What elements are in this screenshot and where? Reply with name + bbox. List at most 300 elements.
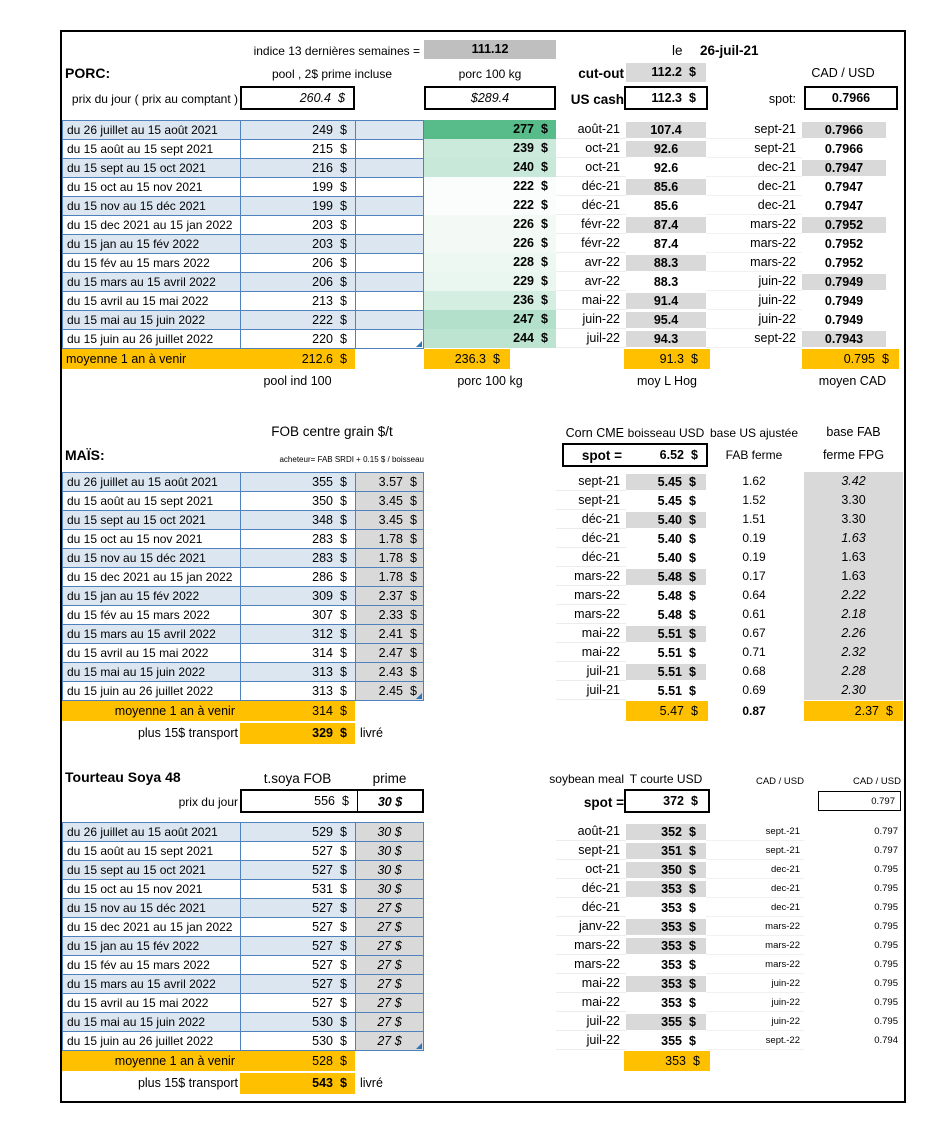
base-us-cell: 0.19: [742, 531, 766, 545]
fx-contract-month: sept-21: [706, 120, 802, 139]
empty-cell: [355, 120, 424, 139]
meal-contract-month: oct-21: [556, 860, 626, 879]
fob-price-cell: 348 $: [240, 510, 355, 529]
empty-cell: [355, 329, 424, 348]
pool-price-cell: 215 $: [240, 139, 355, 158]
base-us-cell: 0.17: [742, 569, 766, 583]
meal-spot-label: spot =: [583, 795, 624, 810]
porc100-price-cell: 222 $: [424, 177, 556, 196]
soya-cadusd-label-2: CAD / USD: [852, 776, 901, 787]
bushel-price-cell: 3.45 $: [355, 491, 424, 510]
period-label: du 15 dec 2021 au 15 jan 2022: [62, 917, 240, 936]
meal-price-cell: 353 $: [626, 938, 706, 954]
corn-contract-month: juil-21: [556, 681, 626, 700]
soya-table-row: [62, 822, 903, 841]
period-label: du 15 jan au 15 fév 2022: [62, 234, 240, 253]
meal-price-cell: 355 $: [661, 1033, 696, 1048]
leanhog-price-cell: 92.6: [653, 160, 679, 175]
porc-table-row: [62, 177, 903, 196]
porc-100kg-label: porc 100 kg: [457, 374, 523, 388]
leanhog-contract-month: avr-22: [556, 253, 626, 272]
bushel-price-cell: 2.41 $: [355, 624, 424, 643]
fx-contract-month: sept.-22: [706, 1031, 804, 1050]
porc-table-row: [62, 234, 903, 253]
porc-table-row: [62, 196, 903, 215]
fx-rate-cell: 0.7949: [802, 274, 886, 290]
fx-rate-cell: 0.7947: [802, 160, 886, 176]
soya-fob-price-cell: 527 $: [240, 898, 355, 917]
fx-contract-month: juin-22: [706, 272, 802, 291]
leanhog-contract-month: juin-22: [556, 310, 626, 329]
mais-moyenne-fob: 314 $: [312, 704, 347, 718]
base-us-cell: 0.68: [742, 664, 766, 678]
base-us-cell: 0.61: [742, 607, 766, 621]
base-fab-label: base FAB: [826, 425, 881, 439]
meal-contract-month: août-21: [556, 822, 626, 841]
period-label: du 26 juillet au 15 août 2021: [62, 472, 240, 491]
leanhog-price-cell: 92.6: [626, 141, 706, 157]
soya-fob-price-cell: 529 $: [240, 822, 355, 841]
porc100-price-cell: 222 $: [424, 196, 556, 215]
bushel-price-cell: 1.78 $: [355, 567, 424, 586]
mais-transport-value: 329 $: [240, 723, 355, 744]
fx-rate-cell: 0.795: [874, 1016, 898, 1027]
period-label: du 15 juin au 26 juillet 2022: [62, 1031, 240, 1050]
fx-contract-month: mars-22: [706, 936, 804, 955]
meal-contract-month: mars-22: [556, 936, 626, 955]
leanhog-price-cell: 107.4: [626, 122, 706, 138]
period-label: du 15 fév au 15 mars 2022: [62, 605, 240, 624]
porc100-price-cell: 226 $: [424, 234, 556, 253]
corn-contract-month: mars-22: [556, 586, 626, 605]
fx-contract-month: mars-22: [706, 955, 804, 974]
base-fab-cell: 2.30: [804, 681, 903, 700]
mais-moyenne-row: [62, 701, 903, 721]
prime-cell: 30 $: [355, 879, 424, 898]
porc100-price-cell: 229 $: [424, 272, 556, 291]
boisseau-usd-label: boisseau USD: [627, 426, 705, 440]
empty-cell: [355, 291, 424, 310]
base-fab-cell: 2.32: [804, 643, 903, 662]
fob-price-cell: 350 $: [240, 491, 355, 510]
fob-price-cell: 314 $: [240, 643, 355, 662]
empty-cell: [355, 196, 424, 215]
porc-cadusd-header: CAD / USD: [811, 66, 875, 80]
porc-table-row: [62, 139, 903, 158]
mais-table-row: [62, 567, 903, 586]
base-fab-cell: 1.63: [804, 567, 903, 586]
period-label: du 15 mars au 15 avril 2022: [62, 272, 240, 291]
leanhog-price-cell: 87.4: [626, 217, 706, 233]
soya-fob-price-cell: 530 $: [240, 1031, 355, 1050]
corn-spot-input[interactable]: spot = 6.52 $: [562, 443, 708, 467]
acheteur-note: acheteur= FAB SRDI + 0.15 $ / boisseau: [279, 455, 424, 464]
leanhog-price-cell: 85.6: [626, 179, 706, 195]
period-label: du 15 mars au 15 avril 2022: [62, 974, 240, 993]
soya-fob-price-cell: 530 $: [240, 1012, 355, 1031]
leanhog-price-cell: 88.3: [653, 274, 679, 289]
meal-contract-month: déc-21: [556, 879, 626, 898]
base-us-cell: 1.52: [742, 493, 766, 507]
porc-footer-labels: [62, 372, 903, 391]
fob-centre-grain-header: FOB centre grain $/t: [271, 424, 393, 439]
soya-fob-price-cell: 527 $: [240, 917, 355, 936]
meal-price-cell: 353 $: [661, 900, 696, 915]
prime-cell: 27 $: [355, 1031, 424, 1050]
leanhog-contract-month: déc-21: [556, 177, 626, 196]
soya-spot-inputs: [240, 789, 424, 813]
soya-moyenne-row: [62, 1051, 903, 1071]
leanhog-contract-month: août-21: [556, 120, 626, 139]
fx-contract-month: dec-21: [706, 879, 804, 898]
soya-fob-price-cell: 527 $: [240, 841, 355, 860]
porc-pool-spot-input[interactable]: 260.4 $: [240, 86, 355, 110]
meal-price-cell: 351 $: [626, 843, 706, 859]
fx-rate-cell: 0.795: [874, 940, 898, 951]
corn-cme-price-cell: 5.48 $: [657, 588, 696, 603]
soya-moyenne-fob: 528 $: [312, 1054, 347, 1068]
soya-table-row: [62, 917, 903, 936]
soya-fob-spot-input[interactable]: 556 $: [314, 793, 349, 808]
soya-transport-value: 543 $: [240, 1073, 355, 1094]
empty-cell: [355, 177, 424, 196]
bushel-price-cell: 2.43 $: [355, 662, 424, 681]
fob-price-cell: 283 $: [240, 548, 355, 567]
corn-contract-month: déc-21: [556, 529, 626, 548]
meal-price-cell: 350 $: [626, 862, 706, 878]
bushel-price-cell: 3.57 $: [355, 472, 424, 491]
bushel-price-cell: 2.45 $: [355, 681, 424, 700]
period-label: du 26 juillet au 15 août 2021: [62, 822, 240, 841]
mais-transport-label: plus 15$ transport: [137, 726, 238, 740]
mais-moyenne-label: moyenne 1 an à venir: [114, 704, 235, 718]
corn-contract-month: juil-21: [556, 662, 626, 681]
porc100-price-cell: 244 $: [424, 329, 556, 348]
moyen-cad-label: moyen CAD: [818, 374, 887, 388]
tsoya-fob-header: t.soya FOB: [263, 771, 332, 786]
period-label: du 15 sept au 15 oct 2021: [62, 860, 240, 879]
base-us-cell: 0.19: [742, 550, 766, 564]
period-label: du 15 oct au 15 nov 2021: [62, 529, 240, 548]
period-label: du 15 jan au 15 fév 2022: [62, 936, 240, 955]
corn-contract-month: sept-21: [556, 472, 626, 491]
empty-cell: [355, 158, 424, 177]
period-label: du 15 dec 2021 au 15 jan 2022: [62, 215, 240, 234]
fob-price-cell: 307 $: [240, 605, 355, 624]
fx-rate-cell: 0.795: [874, 978, 898, 989]
leanhog-contract-month: févr-22: [556, 215, 626, 234]
leanhog-contract-month: oct-21: [556, 158, 626, 177]
porc100-price-cell: 226 $: [424, 215, 556, 234]
base-fab-cell: 2.18: [804, 605, 903, 624]
mais-title: MAÏS:: [65, 447, 105, 463]
base-fab-cell: 3.30: [804, 491, 903, 510]
fx-rate-cell: 0.7947: [824, 198, 864, 213]
meal-price-cell: 355 $: [626, 1014, 706, 1030]
fx-rate-cell: 0.7952: [824, 236, 864, 251]
mais-table-row: [62, 491, 903, 510]
prime-cell: 27 $: [355, 898, 424, 917]
porc-moyenne-fx: 0.795 $: [802, 349, 899, 369]
prime-cell: 27 $: [355, 1012, 424, 1031]
fx-contract-month: mars-22: [706, 215, 802, 234]
fob-price-cell: 355 $: [240, 472, 355, 491]
t-courte-usd-label: T courte USD: [629, 772, 703, 786]
fx-contract-month: dec-21: [706, 860, 804, 879]
cutout-label: cut-out: [578, 66, 624, 81]
fx-rate-cell: 0.7943: [802, 331, 886, 347]
fob-price-cell: 283 $: [240, 529, 355, 548]
fab-ferme-label: FAB ferme: [725, 448, 783, 462]
soya-moyenne-meal: 353 $: [624, 1051, 710, 1071]
mais-table-row: [62, 510, 903, 529]
period-label: du 15 nov au 15 déc 2021: [62, 196, 240, 215]
porc-moyenne-lhog: 91.3 $: [624, 349, 710, 369]
fx-contract-month: dec-21: [706, 158, 802, 177]
period-label: du 15 mars au 15 avril 2022: [62, 624, 240, 643]
moy-lhog-label: moy L Hog: [637, 374, 697, 388]
base-fab-cell: 3.42: [804, 472, 903, 491]
soya-fob-price-cell: 527 $: [240, 860, 355, 879]
soya-transport-label: plus 15$ transport: [137, 1076, 238, 1090]
period-label: du 15 fév au 15 mars 2022: [62, 955, 240, 974]
meal-price-cell: 352 $: [626, 824, 706, 840]
fx-contract-month: sept-21: [706, 139, 802, 158]
mais-table-row: [62, 681, 903, 700]
porc-100kg-spot-input[interactable]: $289.4: [424, 86, 556, 110]
base-us-cell: 1.51: [742, 512, 766, 526]
porc100-price-cell: 236 $: [424, 291, 556, 310]
period-label: du 15 mai au 15 juin 2022: [62, 1012, 240, 1031]
soya-table-row: [62, 841, 903, 860]
fx-rate-cell: 0.795: [874, 921, 898, 932]
period-label: du 26 juillet au 15 août 2021: [62, 120, 240, 139]
fx-rate-cell: 0.795: [874, 959, 898, 970]
leanhog-price-cell: 95.4: [626, 312, 706, 328]
fx-contract-month: sept.-21: [706, 822, 804, 841]
mais-table-row: [62, 472, 903, 491]
prime-cell: 30 $: [355, 822, 424, 841]
soya-table-row: [62, 974, 903, 993]
mais-table-row: [62, 662, 903, 681]
period-label: du 15 mai au 15 juin 2022: [62, 310, 240, 329]
porc100-price-cell: 240 $: [424, 158, 556, 177]
pool-price-cell: 199 $: [240, 177, 355, 196]
porc100-price-cell: 239 $: [424, 139, 556, 158]
soya-table-row: [62, 955, 903, 974]
soya-table-row: [62, 1031, 903, 1050]
fx-contract-month: mars-22: [706, 917, 804, 936]
soya-fob-price-cell: 527 $: [240, 993, 355, 1012]
period-label: du 15 sept au 15 oct 2021: [62, 510, 240, 529]
fx-rate-cell: 0.794: [874, 1035, 898, 1046]
empty-cell: [355, 310, 424, 329]
porc-table-row: [62, 272, 903, 291]
mais-table-row: [62, 624, 903, 643]
empty-cell: [355, 253, 424, 272]
cutout-value: 112.2 $: [626, 63, 706, 82]
meal-price-cell: 353 $: [626, 976, 706, 992]
mais-forward-table: [62, 472, 903, 700]
corn-cme-price-cell: 5.48 $: [657, 607, 696, 622]
corn-cme-price-cell: 5.40 $: [626, 512, 706, 528]
empty-cell: [355, 139, 424, 158]
porc-moyenne-label: moyenne 1 an à venir: [66, 352, 187, 366]
fx-contract-month: juin-22: [706, 310, 802, 329]
fx-rate-cell: 0.7949: [824, 312, 864, 327]
uscash-label: US cash: [570, 92, 624, 107]
fob-price-cell: 313 $: [240, 681, 355, 700]
meal-contract-month: mai-22: [556, 974, 626, 993]
commodity-price-sheet: [60, 30, 906, 1103]
soya-prime-spot-input[interactable]: 30 $: [357, 791, 422, 811]
meal-contract-month: juil-22: [556, 1031, 626, 1050]
pool-price-cell: 222 $: [240, 310, 355, 329]
livre-label: livré: [360, 726, 383, 740]
fx-contract-month: juin-22: [706, 1012, 804, 1031]
soya-transport-row: [62, 1073, 903, 1094]
corn-cme-price-cell: 5.40 $: [657, 550, 696, 565]
fx-contract-month: sept.-21: [706, 841, 804, 860]
mais-table-row: [62, 548, 903, 567]
meal-contract-month: sept-21: [556, 841, 626, 860]
mais-table-row: [62, 643, 903, 662]
bushel-price-cell: 1.78 $: [355, 529, 424, 548]
meal-price-cell: 353 $: [661, 995, 696, 1010]
fx-contract-month: dec-21: [706, 898, 804, 917]
prime-cell: 27 $: [355, 974, 424, 993]
base-fab-cell: 1.63: [804, 548, 903, 567]
corn-cme-price-cell: 5.45 $: [626, 474, 706, 490]
soya-forward-table: [62, 822, 903, 1050]
period-label: du 15 août au 15 sept 2021: [62, 491, 240, 510]
soya-cadusd-label-1: CAD / USD: [755, 776, 804, 787]
prime-header: prime: [372, 771, 407, 786]
fx-contract-month: dec-21: [706, 196, 802, 215]
porc-table-row: [62, 215, 903, 234]
period-label: du 15 fév au 15 mars 2022: [62, 253, 240, 272]
period-label: du 15 juin au 26 juillet 2022: [62, 329, 240, 348]
base-us-cell: 0.69: [742, 683, 766, 697]
fob-price-cell: 312 $: [240, 624, 355, 643]
pool-price-cell: 216 $: [240, 158, 355, 177]
leanhog-contract-month: févr-22: [556, 234, 626, 253]
fx-rate-cell: 0.797: [874, 826, 898, 837]
corn-contract-month: mars-22: [556, 605, 626, 624]
corn-cme-label: Corn CME: [565, 426, 624, 440]
meal-price-cell: 353 $: [626, 919, 706, 935]
fx-rate-cell: 0.795: [874, 864, 898, 875]
livre-label: livré: [360, 1076, 383, 1090]
soya-fob-price-cell: 527 $: [240, 955, 355, 974]
porc-table-row: [62, 120, 903, 139]
period-label: du 15 nov au 15 déc 2021: [62, 898, 240, 917]
fx-rate-cell: 0.7952: [802, 217, 886, 233]
meal-contract-month: mars-22: [556, 955, 626, 974]
base-us-cell: 0.64: [742, 588, 766, 602]
meal-contract-month: déc-21: [556, 898, 626, 917]
corn-cme-price-cell: 5.45 $: [657, 493, 696, 508]
pool-ind-label: pool ind 100: [263, 374, 332, 388]
fx-spot-input[interactable]: 0.7966: [804, 86, 898, 110]
meal-spot-input[interactable]: 372 $: [624, 789, 710, 813]
fx-contract-month: mars-22: [706, 234, 802, 253]
corn-cme-price-cell: 5.51 $: [657, 645, 696, 660]
soya-title: Tourteau Soya 48: [65, 769, 181, 785]
fx-rate-cell: 0.795: [874, 902, 898, 913]
empty-cell: [355, 234, 424, 253]
corn-cme-price-cell: 5.51 $: [626, 664, 706, 680]
pool-price-cell: 206 $: [240, 272, 355, 291]
porc-table-row: [62, 291, 903, 310]
leanhog-contract-month: mai-22: [556, 291, 626, 310]
porc-forward-table: [62, 120, 903, 348]
porc-title: PORC:: [65, 65, 111, 81]
corn-contract-month: mai-22: [556, 624, 626, 643]
period-label: du 15 dec 2021 au 15 jan 2022: [62, 567, 240, 586]
prime-cell: 27 $: [355, 993, 424, 1012]
porc-prix-du-jour-label: prix du jour ( prix au comptant ): [71, 92, 238, 106]
pool-price-cell: 213 $: [240, 291, 355, 310]
prime-cell: 27 $: [355, 955, 424, 974]
fx-contract-month: dec-21: [706, 177, 802, 196]
fx-contract-month: juin-22: [706, 993, 804, 1012]
corn-contract-month: sept-21: [556, 491, 626, 510]
fx-rate-cell: 0.7966: [802, 122, 886, 138]
base-fab-cell: 2.28: [804, 662, 903, 681]
mais-table-row: [62, 529, 903, 548]
soya-table-row: [62, 1012, 903, 1031]
indice-label: indice 13 dernières semaines =: [253, 44, 420, 58]
soya-fob-price-cell: 527 $: [240, 936, 355, 955]
mais-moyenne-base: 0.87: [742, 704, 766, 718]
base-fab-cell: 2.26: [804, 624, 903, 643]
fx-contract-month: sept-22: [706, 329, 802, 348]
leanhog-price-cell: 91.4: [626, 293, 706, 309]
leanhog-contract-month: oct-21: [556, 139, 626, 158]
fx-contract-month: juin-22: [706, 291, 802, 310]
meal-price-cell: 353 $: [661, 957, 696, 972]
period-label: du 15 sept au 15 oct 2021: [62, 158, 240, 177]
soya-fx-spot-input[interactable]: 0.797: [818, 791, 901, 811]
base-fab-cell: 3.30: [804, 510, 903, 529]
porc-table-row: [62, 329, 903, 348]
corn-cme-price-cell: 5.40 $: [657, 531, 696, 546]
fx-rate-cell: 0.7966: [824, 141, 864, 156]
porc-unit-header: porc 100 kg: [458, 67, 522, 81]
porc-table-row: [62, 158, 903, 177]
soya-table-row: [62, 898, 903, 917]
uscash-input[interactable]: 112.3 $: [624, 86, 708, 110]
fob-price-cell: 313 $: [240, 662, 355, 681]
porc-table-row: [62, 310, 903, 329]
fx-spot-label: spot:: [768, 92, 796, 106]
date-prefix: le: [672, 43, 683, 58]
porc-moyenne-pool: 212.6 $: [301, 352, 347, 366]
porc-table-row: [62, 253, 903, 272]
base-us-cell: 0.71: [742, 645, 766, 659]
period-label: du 15 jan au 15 fév 2022: [62, 586, 240, 605]
bushel-price-cell: 3.45 $: [355, 510, 424, 529]
prime-cell: 30 $: [355, 860, 424, 879]
pool-price-cell: 206 $: [240, 253, 355, 272]
indice-value: 111.12: [424, 40, 556, 59]
meal-price-cell: 353 $: [626, 881, 706, 897]
leanhog-contract-month: avr-22: [556, 272, 626, 291]
pool-header: pool , 2$ prime incluse: [271, 67, 393, 81]
corn-cme-price-cell: 5.48 $: [626, 569, 706, 585]
report-date: 26-juil-21: [700, 43, 759, 58]
